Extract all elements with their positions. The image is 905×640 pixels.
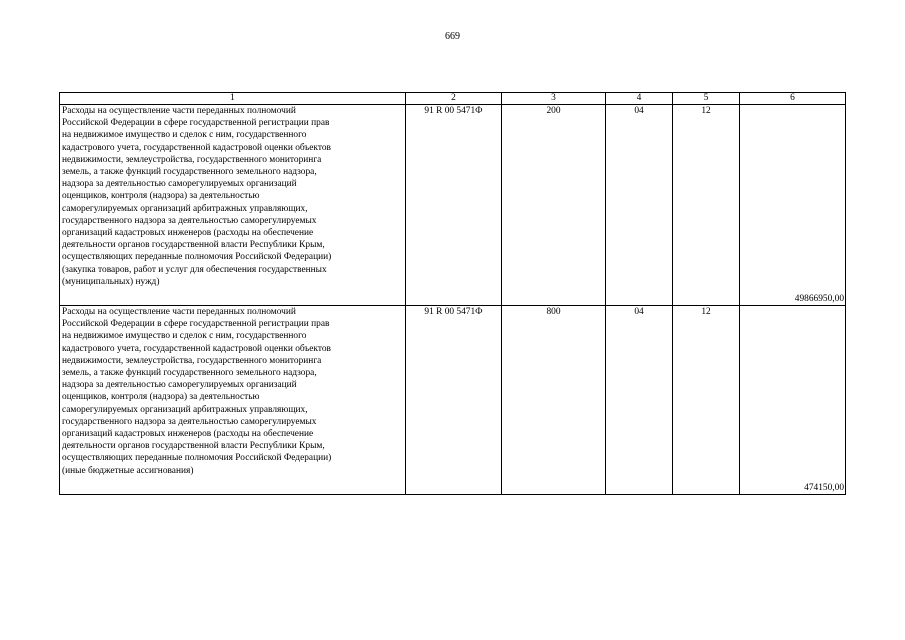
expense-type-code: 200 <box>502 105 606 306</box>
table-header-row <box>60 93 846 105</box>
column-header: 2 <box>406 93 502 105</box>
section-code: 04 <box>606 105 673 306</box>
amount-value: 474150,00 <box>740 306 846 495</box>
target-article-code: 91 R 00 5471Ф <box>406 105 502 306</box>
column-header: 4 <box>606 93 673 105</box>
subsection-code: 12 <box>673 105 740 306</box>
amount-value: 49866950,00 <box>740 105 846 306</box>
column-header: 3 <box>502 93 606 105</box>
target-article-code: 91 R 00 5471Ф <box>406 306 502 495</box>
column-header: 1 <box>60 93 406 105</box>
expense-description: Расходы на осуществление части переданных полномочий Российской Федерации в сфере государственной регистрации прав на недвижимое имущество и сделок с ним, государственного кадастрового учета, государственной кадастровой оценки объектов недвижимости, землеустройства, государственного мониторинга земель, а также функций государственного земельного надзора, надзора за деятельностью саморегулируемых организаций оценщиков, контроля (надзора) за деятельностью саморегулируемых организаций арбитражных управляющих, государственного надзора за деятельностью саморегулируемых организаций кадастровых инженеров (расходы на обеспечение деятельности органов государственной власти Республики Крым, осуществляющих переданные полномочия Российской Федерации) (закупка товаров, работ и услуг для обеспечения государственных (муниципальных) нужд) <box>60 105 406 306</box>
expense-description: Расходы на осуществление части переданных полномочий Российской Федерации в сфере государственной регистрации прав на недвижимое имущество и сделок с ним, государственного кадастрового учета, государственной кадастровой оценки объектов недвижимости, землеустройства, государственного мониторинга земель, а также функций государственного земельного надзора, надзора за деятельностью саморегулируемых организаций оценщиков, контроля (надзора) за деятельностью саморегулируемых организаций арбитражных управляющих, государственного надзора за деятельностью саморегулируемых организаций кадастровых инженеров (расходы на обеспечение деятельности органов государственной власти Республики Крым, осуществляющих переданные полномочия Российской Федерации) (иные бюджетные ассигнования) <box>60 306 406 495</box>
page-number: 669 <box>445 31 460 42</box>
table-row <box>60 105 846 306</box>
subsection-code: 12 <box>673 306 740 495</box>
section-code: 04 <box>606 306 673 495</box>
budget-table <box>59 92 846 495</box>
expense-type-code: 800 <box>502 306 606 495</box>
column-header: 5 <box>673 93 740 105</box>
column-header: 6 <box>740 93 846 105</box>
table-row <box>60 306 846 495</box>
